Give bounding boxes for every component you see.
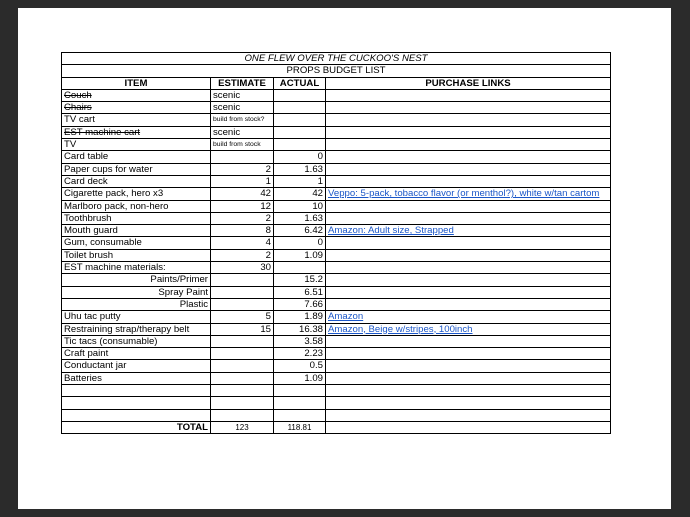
item-cell: Card table [62, 151, 211, 163]
actual-cell [274, 397, 326, 409]
item-cell: Paper cups for water [62, 163, 211, 175]
total-estimate: 123 [211, 421, 274, 433]
link-cell [326, 262, 611, 274]
link-cell [326, 225, 611, 237]
total-link-cell [326, 421, 611, 433]
table-row [62, 311, 611, 323]
estimate-cell [211, 298, 274, 310]
item-cell: Spray Paint [62, 286, 211, 298]
table-row [62, 89, 611, 101]
link-cell [326, 335, 611, 347]
link-cell [326, 323, 611, 335]
actual-cell: 10 [274, 200, 326, 212]
estimate-cell: scenic [211, 102, 274, 114]
estimate-cell [211, 274, 274, 286]
purchase-link-restraining-strap[interactable]: Amazon, Beige w/stripes, 100inch [328, 323, 473, 335]
item-cell: EST machine cart [62, 126, 211, 138]
actual-cell: 2.23 [274, 348, 326, 360]
link-cell [326, 372, 611, 384]
item-cell [62, 385, 211, 397]
table-row [62, 360, 611, 372]
link-cell [326, 200, 611, 212]
link-cell [326, 89, 611, 101]
actual-cell: 42 [274, 188, 326, 200]
item-cell: Restraining strap/therapy belt [62, 323, 211, 335]
actual-cell [274, 139, 326, 151]
table-row [62, 102, 611, 114]
table-row [62, 298, 611, 310]
item-cell [62, 397, 211, 409]
link-cell [326, 397, 611, 409]
link-cell [326, 409, 611, 421]
purchase-link-uhu-tac[interactable]: Amazon [328, 311, 364, 323]
actual-cell: 1.63 [274, 212, 326, 224]
estimate-cell: 30 [211, 262, 274, 274]
estimate-cell [211, 385, 274, 397]
link-cell [326, 360, 611, 372]
total-label: TOTAL [62, 421, 211, 433]
estimate-cell [211, 360, 274, 372]
header-actual: ACTUAL [274, 77, 326, 89]
item-cell: TV cart [62, 114, 211, 126]
item-cell: Gum, consumable [62, 237, 211, 249]
table-row [62, 225, 611, 237]
estimate-cell: 2 [211, 163, 274, 175]
link-cell [326, 274, 611, 286]
estimate-cell [211, 409, 274, 421]
estimate-cell [211, 151, 274, 163]
item-cell [62, 409, 211, 421]
table-row [62, 139, 611, 151]
link-cell [326, 385, 611, 397]
estimate-cell [211, 335, 274, 347]
item-cell: Batteries [62, 372, 211, 384]
actual-cell: 1.09 [274, 249, 326, 261]
item-cell: Mouth guard [62, 225, 211, 237]
item-cell: Chairs [62, 102, 211, 114]
estimate-cell [211, 348, 274, 360]
table-row [62, 274, 611, 286]
estimate-cell: 4 [211, 237, 274, 249]
purchase-link-mouth-guard[interactable]: Amazon: Adult size, Strapped [328, 225, 454, 237]
total-actual: 118.81 [274, 421, 326, 433]
link-cell [326, 286, 611, 298]
item-cell: Marlboro pack, non-hero [62, 200, 211, 212]
props-budget-table [61, 52, 611, 434]
actual-cell: 15.2 [274, 274, 326, 286]
actual-cell: 0 [274, 237, 326, 249]
item-cell: Couch [62, 89, 211, 101]
estimate-cell: 2 [211, 212, 274, 224]
actual-cell [274, 385, 326, 397]
sheet-subtitle: PROPS BUDGET LIST [62, 65, 611, 77]
table-row [62, 335, 611, 347]
table-row [62, 397, 611, 409]
actual-cell: 0 [274, 151, 326, 163]
actual-cell [274, 126, 326, 138]
link-cell [326, 114, 611, 126]
table-row [62, 409, 611, 421]
table-row [62, 175, 611, 187]
link-cell [326, 102, 611, 114]
table-row [62, 385, 611, 397]
link-cell [326, 348, 611, 360]
item-cell: EST machine materials: [62, 262, 211, 274]
item-cell: Plastic [62, 298, 211, 310]
link-cell [326, 311, 611, 323]
table-row [62, 200, 611, 212]
actual-cell: 6.42 [274, 225, 326, 237]
item-cell: Craft paint [62, 348, 211, 360]
estimate-cell [211, 372, 274, 384]
actual-cell: 1.09 [274, 372, 326, 384]
link-cell [326, 212, 611, 224]
actual-cell: 1.89 [274, 311, 326, 323]
table-row [62, 126, 611, 138]
estimate-cell: scenic [211, 89, 274, 101]
estimate-cell [211, 286, 274, 298]
item-cell: Toothbrush [62, 212, 211, 224]
estimate-cell: 2 [211, 249, 274, 261]
item-cell: Conductant jar [62, 360, 211, 372]
document-page [18, 8, 671, 509]
table-row [62, 372, 611, 384]
header-purchase-links: PURCHASE LINKS [326, 77, 611, 89]
item-cell: Cigarette pack, hero x3 [62, 188, 211, 200]
table-row [62, 212, 611, 224]
header-estimate: ESTIMATE [211, 77, 274, 89]
table-row [62, 114, 611, 126]
actual-cell [274, 409, 326, 421]
link-cell [326, 188, 611, 200]
actual-cell: 7.66 [274, 298, 326, 310]
item-cell: Toilet brush [62, 249, 211, 261]
estimate-cell: 1 [211, 175, 274, 187]
link-cell [326, 298, 611, 310]
item-cell: TV [62, 139, 211, 151]
estimate-cell [211, 397, 274, 409]
actual-cell: 1 [274, 175, 326, 187]
link-cell [326, 249, 611, 261]
actual-cell [274, 262, 326, 274]
header-item: ITEM [62, 77, 211, 89]
table-row [62, 151, 611, 163]
sheet-title: ONE FLEW OVER THE CUCKOO'S NEST [62, 53, 611, 65]
estimate-cell: 8 [211, 225, 274, 237]
link-cell [326, 163, 611, 175]
estimate-cell: 5 [211, 311, 274, 323]
actual-cell: 3.58 [274, 335, 326, 347]
item-cell: Paints/Primer [62, 274, 211, 286]
actual-cell: 0.5 [274, 360, 326, 372]
table-row [62, 323, 611, 335]
link-cell [326, 151, 611, 163]
item-cell: Card deck [62, 175, 211, 187]
table-row [62, 163, 611, 175]
estimate-cell: scenic [211, 126, 274, 138]
estimate-cell: build from stock? [211, 114, 274, 126]
estimate-cell: 12 [211, 200, 274, 212]
estimate-cell: build from stock [211, 139, 274, 151]
link-cell [326, 175, 611, 187]
item-cell: Tic tacs (consumable) [62, 335, 211, 347]
actual-cell [274, 89, 326, 101]
link-cell [326, 237, 611, 249]
total-row [62, 421, 611, 433]
link-cell [326, 139, 611, 151]
actual-cell [274, 114, 326, 126]
estimate-cell: 42 [211, 188, 274, 200]
table-row [62, 237, 611, 249]
actual-cell: 16.38 [274, 323, 326, 335]
actual-cell [274, 102, 326, 114]
table-row [62, 262, 611, 274]
actual-cell: 1.63 [274, 163, 326, 175]
table-row [62, 249, 611, 261]
link-cell [326, 126, 611, 138]
estimate-cell: 15 [211, 323, 274, 335]
actual-cell: 6.51 [274, 286, 326, 298]
table-row [62, 286, 611, 298]
item-cell: Uhu tac putty [62, 311, 211, 323]
table-row [62, 188, 611, 200]
table-row [62, 348, 611, 360]
purchase-link-veppo[interactable]: Veppo: 5-pack, tobacco flavor (or menthol?), white w/tan cartom [328, 188, 600, 200]
